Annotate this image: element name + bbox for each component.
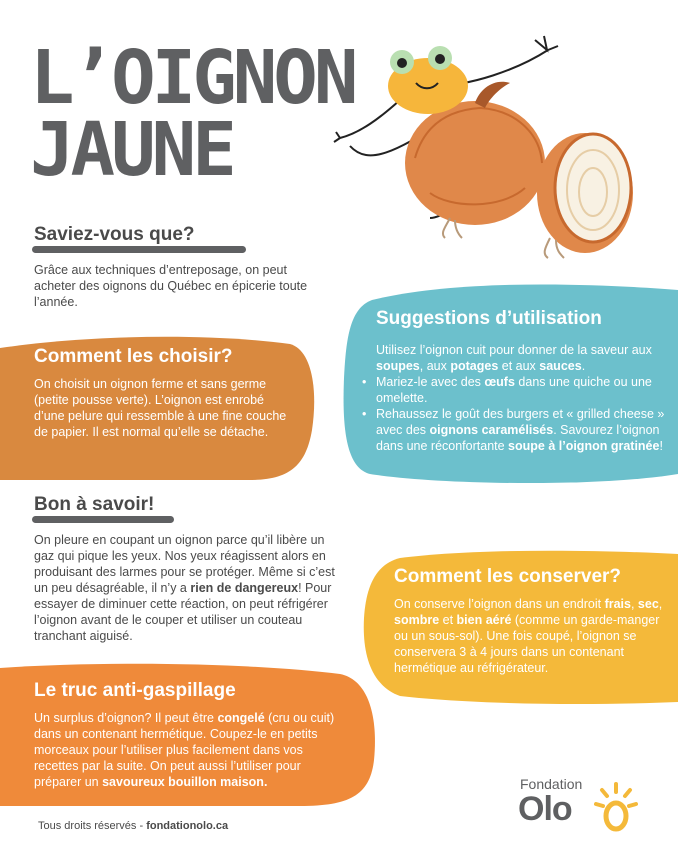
saviez-section (34, 224, 324, 246)
title-line-1: L’OIGNON (30, 35, 355, 121)
footer-link[interactable]: fondationolo.ca (146, 820, 229, 832)
suggestions-card (342, 278, 678, 486)
onion-character-illustration (330, 28, 670, 260)
bon-section (34, 494, 344, 516)
conserver-card (360, 546, 678, 706)
conserver-heading: Comment les conserver? (394, 566, 622, 587)
bon-heading: Bon à savoir! (34, 494, 155, 515)
saviez-heading: Saviez-vous que? (34, 224, 195, 245)
logo-line-2: Olo (518, 790, 572, 828)
logo-line-1: Fondation (520, 776, 583, 792)
truc-heading: Le truc anti-gaspillage (34, 680, 236, 701)
choisir-text: On choisit un oignon ferme et sans germe (petite pousse verte). L’oignon est enrobé d’une pelure qui ressemble à une fine couche de papier. Il est normal qu’elle se détache. (34, 377, 287, 439)
choisir-card (0, 330, 318, 482)
truc-text: Un surplus d’oignon? Il peut être congelé (cru ou cuit) dans un contenant hermétique. Coupez-le en petits morceaux pour l’utiliser plus facilement dans vos recettes par la suite. On peut aussi l’utiliser pour préparer un savoureux bouillon maison. (34, 711, 335, 789)
choisir-heading: Comment les choisir? (34, 346, 233, 367)
title-line-2: JAUNE (30, 107, 233, 193)
footer-copyright: Tous droits réservés - fondationolo.ca (38, 820, 229, 832)
truc-card (0, 660, 378, 808)
conserver-text: On conserve l’oignon dans un endroit frais, sec, sombre et bien aéré (comme un garde-manger ou un sous-sol). Une fois coupé, l’oignon se conservera 3 à 4 jours dans un contenant hermétique au réfrigérateur. (394, 597, 663, 675)
bon-text: On pleure en coupant un oignon parce qu’il libère un gaz qui pique les yeux. Nos yeux réagissent alors en produisant des larmes pour se protéger. Même si c’est un peu désagréable, il n’y a rien de dangereux! Pour essayer de diminuer cette réaction, on peut réfrigérer l’oignon avant de le couper et utiliser un couteau tranchant aiguisé. (34, 533, 335, 643)
bon-underline (32, 516, 174, 523)
fondation-olo-logo (518, 776, 582, 826)
sun-icon (592, 780, 638, 834)
suggestions-heading: Suggestions d’utilisation (376, 308, 602, 329)
suggestion-item-1: • Mariez-le avec des œufs dans une quiche ou une omelette. (362, 374, 666, 406)
suggestion-item-2: • Rehaussez le goût des burgers et « grilled cheese » avec des oignons caramélisés. Savourez l’oignon dans une réconfortante soupe à l’oignon gratinée! (362, 406, 666, 454)
page-title (30, 35, 355, 193)
suggestions-intro: Utilisez l’oignon cuit pour donner de la saveur aux soupes, aux potages et aux sauces. (376, 343, 652, 373)
saviez-text: Grâce aux techniques d’entreposage, on peut acheter des oignons du Québec en épicerie toute l’année. (34, 263, 308, 309)
saviez-underline (32, 246, 246, 253)
